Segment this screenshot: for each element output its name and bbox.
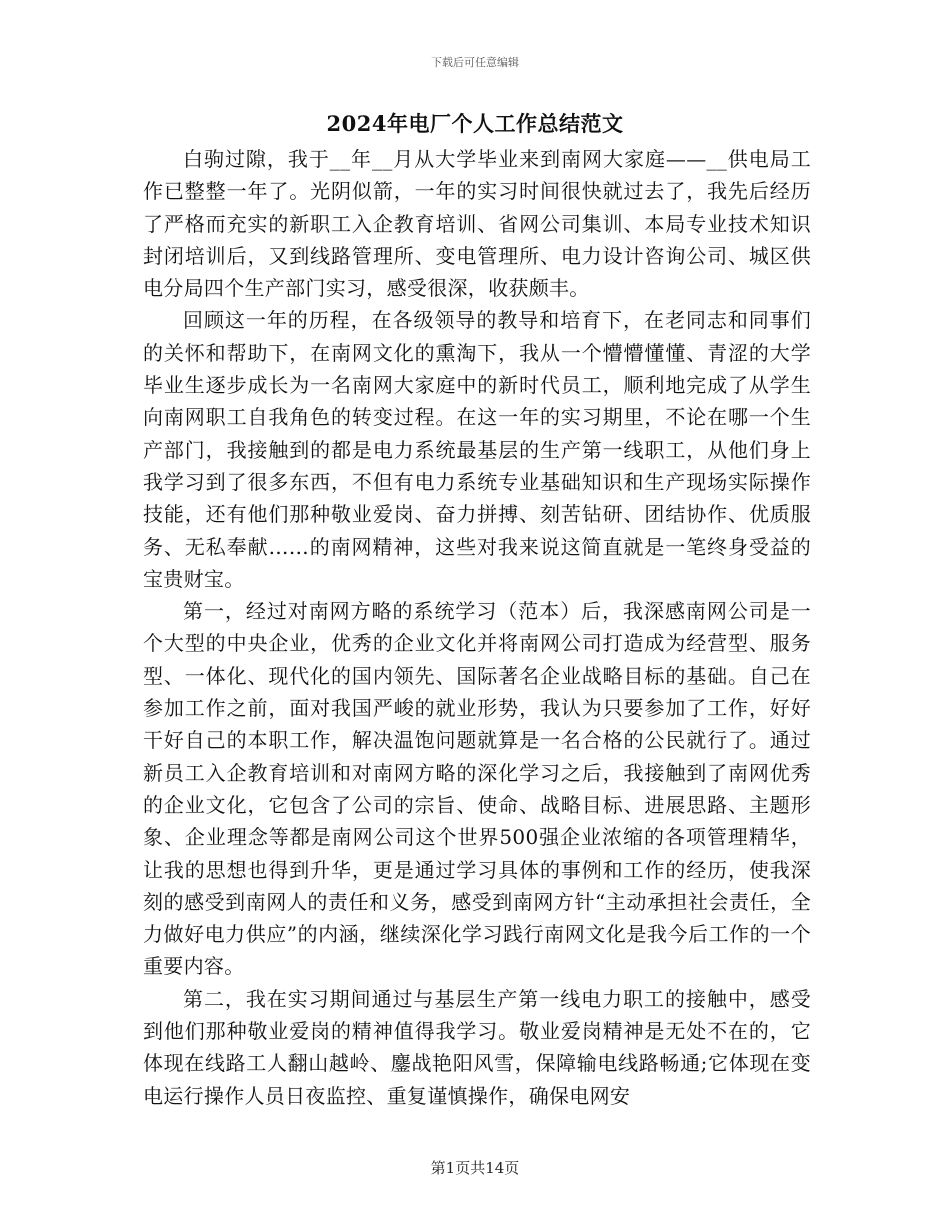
document-body (143, 143, 811, 1112)
paragraph-review: 回顾这一年的历程，在各级领导的教导和培育下，在老同志和同事们的关怀和帮助下，在南网文化的熏淘下，我从一个懵懵懂懂、青涩的大学毕业生逐步成长为一名南网大家庭中的新时代员工，顺利地完成了从学生向南网职工自我角色的转变过程。在这一年的实习期里，不论在哪一个生产部门，我接触到的都是电力系统最基层的生产第一线职工，从他们身上我学习到了很多东西，不但有电力系统专业基础知识和生产现场实际操作技能，还有他们那种敬业爱岗、奋力拼搏、刻苦钻研、团结协作、优质服务、无私奉献……的南网精神，这些对我来说这简直就是一笔终身受益的宝贵财宝。 (143, 308, 811, 591)
document-title: 2024年电厂个人工作总结范文 (326, 111, 624, 136)
header-note: 下载后可任意编辑 (431, 56, 519, 69)
page-footer: 第1页共14页 (430, 1159, 520, 1177)
paragraph-second-point: 第二，我在实习期间通过与基层生产第一线电力职工的接触中，感受到他们那种敬业爱岗的精神值得我学习。敬业爱岗精神是无处不在的，它体现在线路工人翻山越岭、鏖战艳阳风雪，保障输电线路畅通;它体现在变电运行操作人员日夜监控、重复谨慎操作，确保电网安 (143, 986, 811, 1108)
paragraph-first-point: 第一，经过对南网方略的系统学习（范本）后，我深感南网公司是一个大型的中央企业，优秀的企业文化并将南网公司打造成为经营型、服务型、一体化、现代化的国内领先、国际著名企业战略目标的基础。自己在参加工作之前，面对我国严峻的就业形势，我认为只要参加了工作，好好干好自己的本职工作，解决温饱问题就算是一名合格的公民就行了。通过新员工入企教育培训和对南网方略的深化学习之后，我接触到了南网优秀的企业文化，它包含了公司的宗旨、使命、战略目标、进展思路、主题形象、企业理念等都是南网公司这个世界500强企业浓缩的各项管理精华，让我的思想也得到升华，更是通过学习具体的事例和工作的经历，使我深刻的感受到南网人的责任和义务，感受到南网方针“主动承担社会责任，全力做好电力供应”的内涵，继续深化学习践行南网文化是我今后工作的一个重要内容。 (143, 599, 811, 979)
paragraph-intro: 白驹过隙，我于__年__月从大学毕业来到南网大家庭——__供电局工作已整整一年了。光阴似箭，一年的实习时间很快就过去了，我先后经历了严格而充实的新职工入企教育培训、省网公司集训、本局专业技术知识封闭培训后，又到线路管理所、变电管理所、电力设计咨询公司、城区供电分局四个生产部门实习，感受很深，收获颇丰。 (143, 147, 811, 301)
